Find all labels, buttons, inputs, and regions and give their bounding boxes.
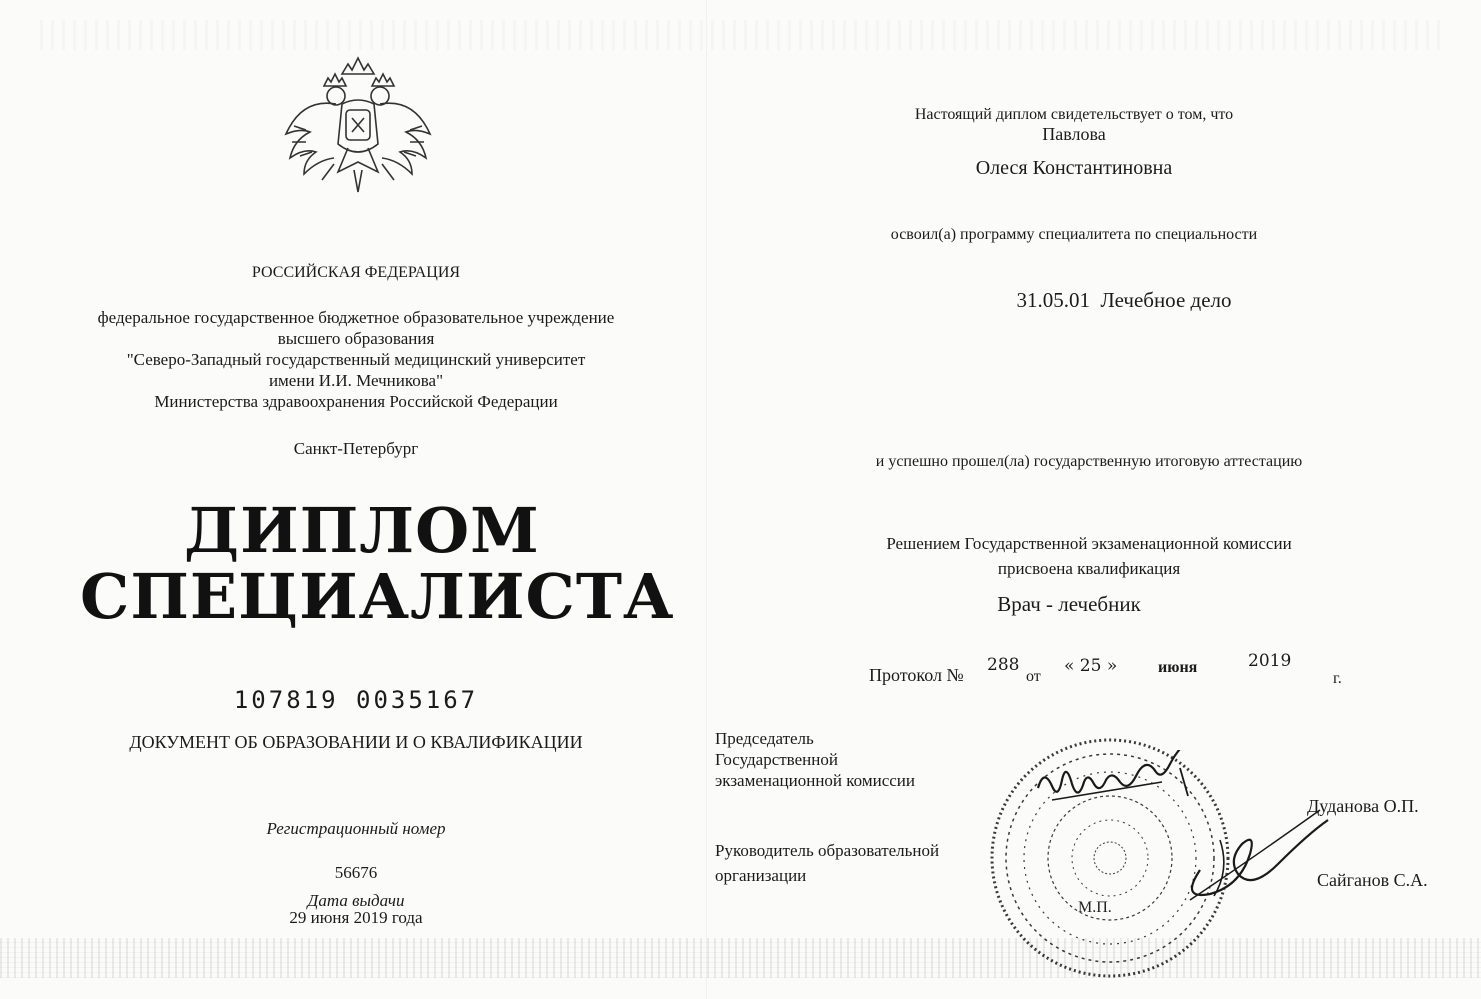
protocol-label: Протокол № — [869, 665, 964, 685]
institution-line: "Северо-Западный государственный медицинский университет — [126, 350, 586, 369]
commission-decision-line1: Решением Государственной экзаменационной комиссии — [886, 534, 1292, 553]
head-title-line: организации — [715, 866, 807, 885]
specialty: 31.05.01 Лечебное дело — [1016, 288, 1232, 312]
issue-date-label: Дата выдачи — [307, 891, 405, 910]
registration-label: Регистрационный номер — [266, 819, 446, 838]
country-name: РОССИЙСКАЯ ФЕДЕРАЦИЯ — [251, 264, 461, 281]
seal-mp-label: М.П. — [1078, 899, 1112, 916]
institution-line: высшего образования — [277, 329, 435, 348]
institution-block — [40, 307, 672, 412]
institution-line: федеральное государственное бюджетное образовательное учреждение — [97, 308, 615, 327]
commission-decision-line2: присвоена квалификация — [997, 559, 1181, 578]
institution-line: имени И.И. Мечникова" — [268, 371, 444, 390]
head-title-block — [715, 840, 939, 886]
chair-title-line: Председатель — [715, 729, 814, 748]
chair-title-line: Государственной — [715, 750, 838, 769]
head-name: Сайганов С.А. — [1317, 870, 1428, 890]
protocol-g: г. — [1333, 670, 1342, 687]
protocol-ot: от — [1026, 668, 1041, 685]
certifies-text: Настоящий диплом свидетельствует о том, что — [914, 106, 1234, 123]
registration-number: 56676 — [334, 863, 378, 882]
chair-title-block — [715, 728, 915, 791]
program-mastered-text: освоил(а) программу специалитета по специальности — [890, 226, 1258, 243]
graduate-surname: Павлова — [1042, 124, 1106, 144]
attestation-text: и успешно прошел(ла) государственную итоговую аттестацию — [875, 453, 1303, 470]
city: Санкт-Петербург — [293, 439, 419, 458]
qualification: Врач - лечебник — [997, 592, 1141, 616]
scan-noise-top — [40, 20, 1440, 50]
diploma-title-line1: ДИПЛОМ — [184, 494, 540, 567]
diploma-serial-number: 107819 0035167 — [233, 686, 479, 714]
chair-title-line: экзаменационной комиссии — [715, 771, 915, 790]
head-signature — [1160, 800, 1340, 920]
page-fold — [706, 0, 707, 999]
document-type: ДОКУМЕНТ ОБ ОБРАЗОВАНИИ И О КВАЛИФИКАЦИИ — [129, 732, 583, 752]
scan-noise-bottom — [0, 938, 1481, 978]
coat-of-arms-emblem — [272, 52, 444, 204]
diploma-title-line2: СПЕЦИАЛИСТА — [80, 560, 675, 633]
institution-line: Министерства здравоохранения Российской Федерации — [154, 392, 558, 411]
protocol-day: « 25 » — [1064, 656, 1118, 676]
protocol-month: июня — [1158, 659, 1198, 676]
chair-name: Дуданова О.П. — [1307, 796, 1419, 816]
graduate-given-names: Олеся Константиновна — [975, 157, 1173, 179]
head-title-line: Руководитель образовательной — [715, 841, 940, 860]
protocol-number: 288 — [987, 655, 1020, 675]
protocol-year: 2019 — [1248, 651, 1292, 671]
issue-date: 29 июня 2019 года — [289, 908, 423, 927]
